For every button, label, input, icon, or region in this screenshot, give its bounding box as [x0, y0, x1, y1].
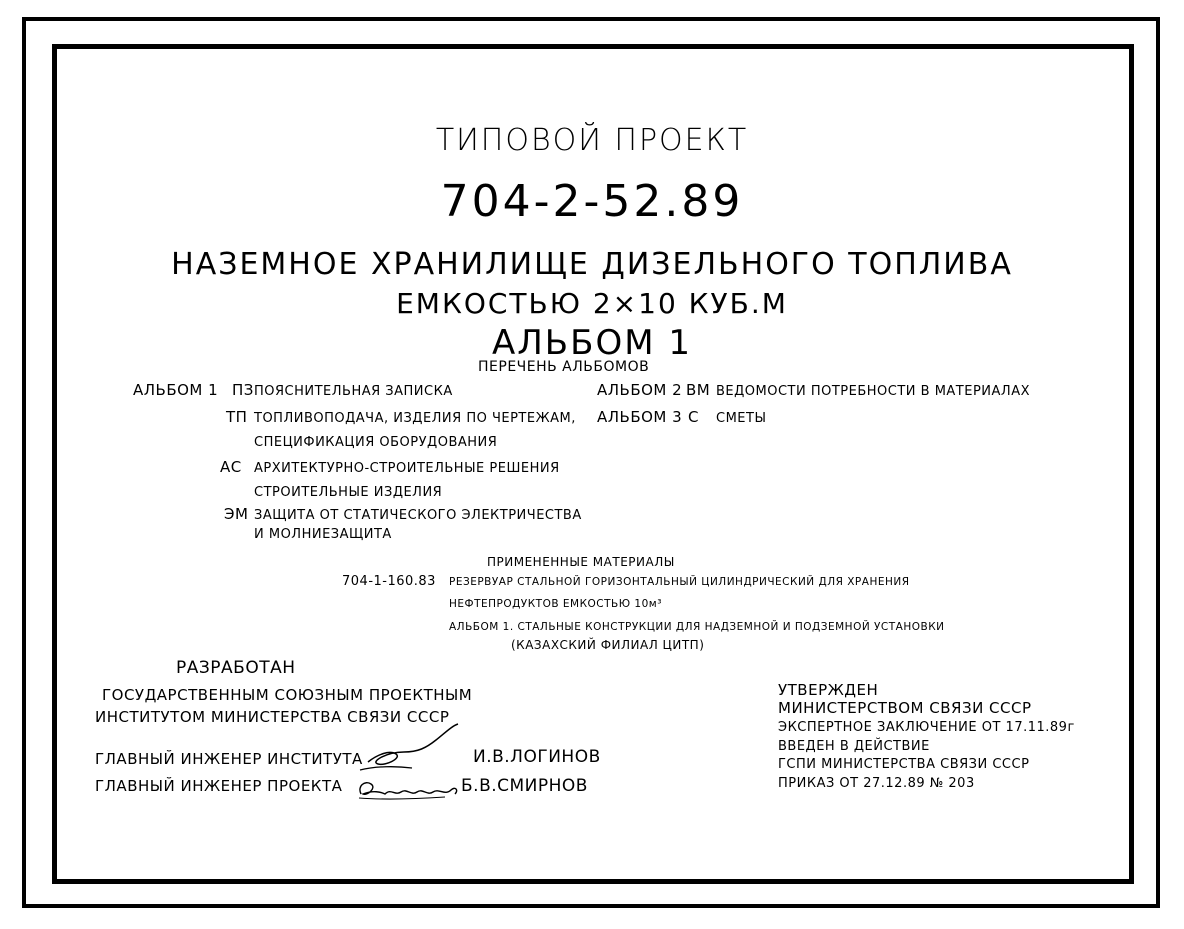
approved-line3: ЭКСПЕРТНОЕ ЗАКЛЮЧЕНИЕ ОТ 17.11.89г [778, 720, 1075, 735]
project-kind: ТИПОВОЙ ПРОЕКТ [435, 123, 749, 158]
applied-materials-line2: НЕФТЕПРОДУКТОВ ЕМКОСТЬЮ 10м³ [449, 598, 662, 610]
applied-materials-title: ПРИМЕНЕННЫЕ МАТЕРИАЛЫ [487, 555, 675, 569]
chief-project-label: ГЛАВНЫЙ ИНЖЕНЕР ПРОЕКТА [95, 777, 343, 795]
album-title: АЛЬБОМ 1 [491, 323, 692, 363]
chief-project-name: Б.В.СМИРНОВ [461, 776, 588, 796]
signature-loginov [356, 722, 466, 774]
chief-institute-name: И.В.ЛОГИНОВ [473, 747, 601, 767]
approved-line2: МИНИСТЕРСТВОМ СВЯЗИ СССР [778, 699, 1032, 717]
section-code-vm: ВМ [686, 381, 711, 399]
applied-materials-line3: АЛЬБОМ 1. СТАЛЬНЫЕ КОНСТРУКЦИИ ДЛЯ НАДЗЕМНОЙ И ПОДЗЕМНОЙ УСТАНОВКИ [449, 621, 945, 633]
approved-line4: ВВЕДЕН В ДЕЙСТВИЕ [778, 739, 930, 754]
applied-materials-line4: (КАЗАХСКИЙ ФИЛИАЛ ЦИТП) [511, 638, 705, 652]
album3-label: АЛЬБОМ 3 [597, 408, 683, 426]
project-name-line1: НАЗЕМНОЕ ХРАНИЛИЩЕ ДИЗЕЛЬНОГО ТОПЛИВА [171, 247, 1013, 282]
approved-line6: ПРИКАЗ ОТ 27.12.89 № 203 [778, 776, 975, 791]
section-code-em: ЭМ [224, 505, 249, 523]
approved-line5: ГСПИ МИНИСТЕРСТВА СВЯЗИ СССР [778, 757, 1030, 772]
approved-line1: УТВЕРЖДЕН [778, 681, 879, 699]
section-code-as: АС [220, 458, 242, 476]
section-code-pz: ПЗ [232, 381, 254, 399]
section-code-s: С [688, 408, 699, 426]
project-name-line2: ЕМКОСТЬЮ 2×10 КУБ.М [396, 287, 788, 320]
section-text-tp-line2: СПЕЦИФИКАЦИЯ ОБОРУДОВАНИЯ [254, 435, 498, 450]
project-code: 704-2-52.89 [440, 176, 744, 227]
section-text-vm: ВЕДОМОСТИ ПОТРЕБНОСТИ В МАТЕРИАЛАХ [716, 384, 1030, 399]
album1-label: АЛЬБОМ 1 [133, 381, 219, 399]
applied-materials-line1: РЕЗЕРВУАР СТАЛЬНОЙ ГОРИЗОНТАЛЬНЫЙ ЦИЛИНДРИЧЕСКИЙ ДЛЯ ХРАНЕНИЯ [449, 576, 910, 588]
section-text-pz: ПОЯСНИТЕЛЬНАЯ ЗАПИСКА [254, 384, 453, 399]
album2-label: АЛЬБОМ 2 [597, 381, 683, 399]
section-text-s: СМЕТЫ [716, 411, 767, 426]
section-code-tp: ТП [226, 408, 248, 426]
applied-materials-code: 704-1-160.83 [342, 574, 436, 589]
albums-list-title: ПЕРЕЧЕНЬ АЛЬБОМОВ [478, 359, 650, 375]
developed-title: РАЗРАБОТАН [176, 658, 296, 678]
developed-line2: ИНСТИТУТОМ МИНИСТЕРСТВА СВЯЗИ СССР [95, 708, 450, 726]
section-text-em-line2: И МОЛНИЕЗАЩИТА [254, 527, 392, 542]
signature-smirnov [355, 776, 463, 802]
chief-institute-label: ГЛАВНЫЙ ИНЖЕНЕР ИНСТИТУТА [95, 750, 363, 768]
section-text-as-line2: СТРОИТЕЛЬНЫЕ ИЗДЕЛИЯ [254, 485, 443, 500]
developed-line1: ГОСУДАРСТВЕННЫМ СОЮЗНЫМ ПРОЕКТНЫМ [102, 686, 473, 704]
section-text-tp-line1: ТОПЛИВОПОДАЧА, ИЗДЕЛИЯ ПО ЧЕРТЕЖАМ, [254, 411, 576, 426]
section-text-em-line1: ЗАЩИТА ОТ СТАТИЧЕСКОГО ЭЛЕКТРИЧЕСТВА [254, 508, 582, 523]
section-text-as-line1: АРХИТЕКТУРНО-СТРОИТЕЛЬНЫЕ РЕШЕНИЯ [254, 461, 560, 476]
